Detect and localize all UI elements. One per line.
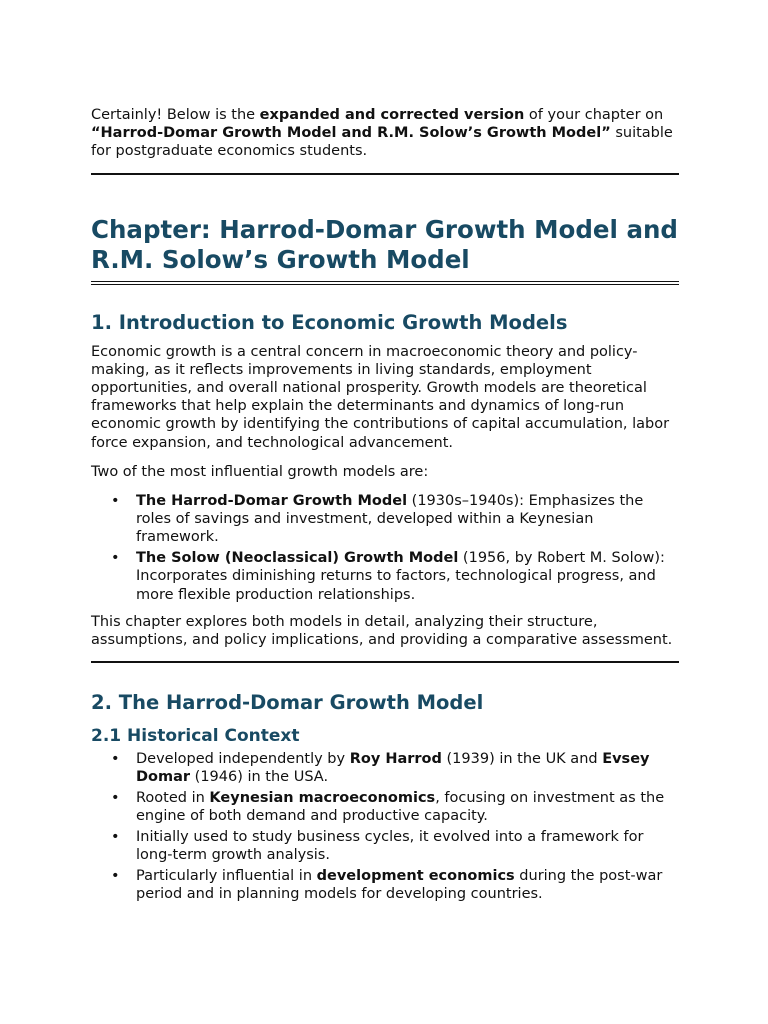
bullet-icon: • — [111, 493, 120, 510]
bullet-icon: • — [111, 790, 120, 807]
bullet-icon: • — [111, 828, 120, 845]
section-1-paragraph-1: Economic growth is a central concern in macroeconomic theory and policy-making, as it reflects improvements in living standards, employment opportunities, and overall national prosperity. Growth models are theoretical frameworks that help explain the determinants and dynamics of long-run economic growth by identifying the contributions of capital accumulation, labor force expansion, and technological advancement. — [91, 343, 670, 451]
section-2-heading: 2. The Harrod-Domar Growth Model — [91, 691, 484, 715]
divider — [91, 661, 679, 663]
section-1-heading: 1. Introduction to Economic Growth Models — [91, 310, 568, 334]
section-1-paragraph-2: Two of the most influential growth models are: — [91, 463, 429, 480]
chapter-title: Chapter: Harrod-Domar Growth Model and R.M. Solow’s Growth Model — [91, 214, 678, 274]
bullet-icon: • — [111, 550, 120, 567]
list-item: • The Harrod-Domar Growth Model (1930s–1940s): Emphasizes the roles of savings and investment, developed within a Keynesian framework. — [111, 493, 644, 546]
list-item: • Developed independently by Roy Harrod (1939) in the UK and Evsey Domar (1946) in the USA. — [111, 751, 650, 786]
list-item: • Initially used to study business cycles, it evolved into a framework for long-term growth analysis. — [111, 828, 644, 864]
divider — [91, 173, 679, 175]
intro-paragraph: Certainly! Below is the expanded and corrected version of your chapter on “Harrod-Domar Growth Model and R.M. Solow’s Growth Model” suitable for postgraduate economics students. — [91, 107, 673, 160]
bullet-icon: • — [111, 751, 120, 768]
bullet-icon: • — [111, 867, 120, 884]
section-2-1-heading: 2.1 Historical Context — [91, 726, 300, 747]
historical-context-list — [91, 750, 679, 903]
list-item: • Particularly influential in development economics during the post-war period and in planning models for developing countries. — [111, 867, 663, 903]
intro-bold-1: expanded and corrected version — [259, 107, 525, 123]
growth-models-list — [91, 492, 679, 604]
section-1-paragraph-3: This chapter explores both models in detail, analyzing their structure, assumptions, and policy implications, and providing a comparative assessment. — [91, 613, 673, 648]
intro-bold-2: “Harrod-Domar Growth Model and R.M. Solow’s Growth Model” — [91, 125, 611, 142]
list-item: • Rooted in Keynesian macroeconomics, focusing on investment as the engine of both demand and productive capacity. — [111, 790, 665, 825]
double-divider — [91, 281, 679, 285]
document-content — [91, 106, 679, 906]
list-item: • The Solow (Neoclassical) Growth Model (1956, by Robert M. Solow): Incorporates diminishing returns to factors, technological progress, and more flexible production relationships. — [111, 550, 665, 603]
